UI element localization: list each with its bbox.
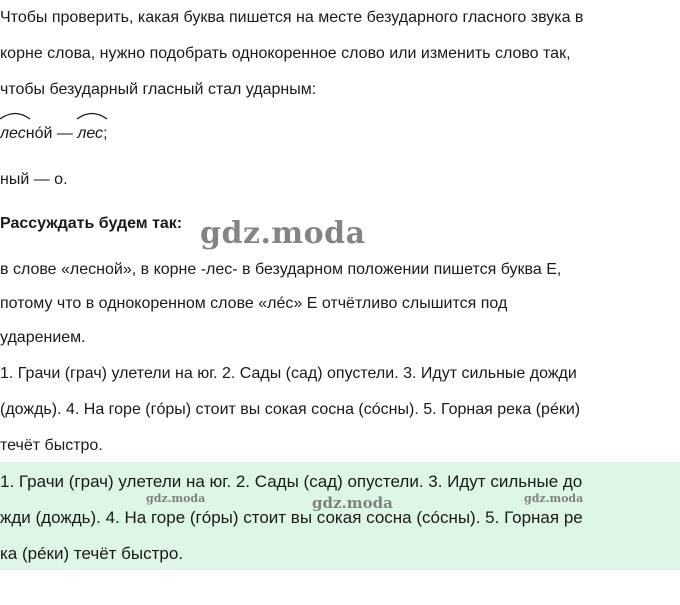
watermark-logo: gdz.moda	[200, 216, 366, 251]
root-text-1: лес	[0, 125, 26, 142]
answer-line-1: 1. Грачи (грач) улетели на юг. 2. Сады (сад) опустели. 3. Идут сильные до	[0, 472, 583, 491]
root-text-2: лес	[77, 125, 104, 142]
answer-box	[0, 462, 680, 570]
reasoning-line-1: в слове «лесной», в корне -лес- в безударном положении пишется буква Е,	[0, 261, 562, 278]
watermark-small-1: gdz.moda	[146, 492, 206, 505]
answer-line-2: жди (дождь). 4. На горе (гóры) стоит вы сокая сосна (сóсны). 5. Горная ре	[0, 508, 583, 527]
intro-line-2: корне слова, нужно подобрать однокоренное слово или изменить слово так,	[0, 45, 571, 62]
answer-line-3: ка (рéки) течёт быстро.	[0, 544, 184, 563]
vowel-line: ный — о.	[0, 171, 68, 188]
intro-line-3: чтобы безударный гласный стал ударным:	[0, 81, 317, 98]
intro-line-1: Чтобы проверить, какая буква пишется на месте безударного гласного звука в	[0, 9, 584, 26]
example-line	[0, 116, 108, 152]
example-end: ;	[103, 125, 108, 142]
root-arc-icon	[0, 110, 32, 120]
root-mark-2	[77, 116, 103, 152]
exercise-line-2: (дождь). 4. На горе (гóры) стоит вы сокая сосна (сóсны). 5. Горная река (рéки)	[0, 401, 581, 418]
watermark-small-3: gdz.moda	[524, 492, 584, 505]
reasoning-heading: Рассуждать будем так:	[0, 215, 183, 232]
reasoning-line-3: ударением.	[0, 329, 86, 346]
root-arc-icon	[75, 110, 109, 120]
example-rest-1: нóй —	[25, 125, 78, 142]
exercise-line-3: течёт быстро.	[0, 437, 103, 454]
reasoning-line-2: потому что в однокоренном слове «лéс» Е отчётливо слышится под	[0, 295, 508, 312]
root-mark-1	[0, 116, 26, 152]
exercise-line-1: 1. Грачи (грач) улетели на юг. 2. Сады (сад) опустели. 3. Идут сильные дожди	[0, 365, 577, 382]
watermark-small-2: gdz.moda	[312, 494, 393, 512]
